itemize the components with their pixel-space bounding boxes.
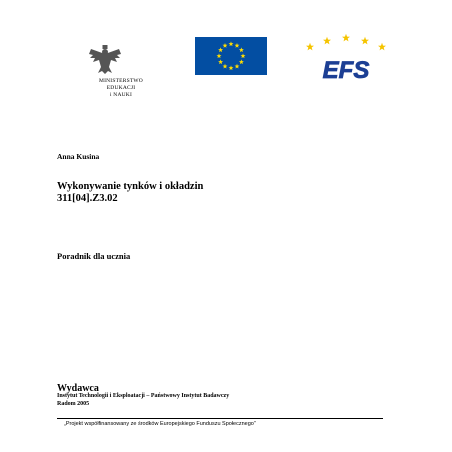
polish-eagle-icon — [88, 45, 122, 75]
efs-star-icon — [306, 43, 314, 51]
ministry-name-line2: i NAUKI — [109, 92, 133, 98]
footer-divider — [57, 418, 383, 419]
document-title — [57, 181, 203, 205]
eu-star-icon — [235, 43, 240, 48]
title-line1: Wykonywanie tynków i okładzin — [57, 181, 204, 192]
eu-star-icon — [229, 65, 234, 70]
eu-star-icon — [223, 64, 228, 69]
eu-star-icon — [218, 47, 223, 52]
eu-star-icon — [241, 53, 246, 58]
document-subtitle: Poradnik dla ucznia — [57, 251, 131, 261]
publisher-city-year: Radom 2005 — [57, 401, 90, 407]
efs-star-icon — [378, 43, 386, 51]
eu-star-icon — [217, 53, 222, 58]
eu-star-icon — [223, 43, 228, 48]
ministry-name-line1: MINISTERSTWO EDUKACJI — [99, 78, 143, 91]
eu-flag-icon — [195, 37, 267, 75]
efs-star-icon — [361, 37, 369, 45]
efs-logo-text: EFS — [322, 57, 370, 84]
footer-note: „Projekt współfinansowany ze środków Europejskiego Funduszu Społecznego” — [64, 421, 256, 427]
author-name: Anna Kusina — [57, 152, 100, 161]
eu-star-icon — [218, 59, 223, 64]
publisher-name: Instytut Technologii i Eksploatacji – Państwowy Instytut Badawczy — [57, 393, 230, 399]
efs-logo-icon — [298, 34, 394, 84]
ministry-name — [86, 78, 156, 99]
publisher-heading: Wydawca — [57, 383, 99, 394]
eu-star-icon — [229, 41, 234, 46]
eu-star-icon — [235, 64, 240, 69]
efs-star-icon — [342, 34, 350, 41]
efs-star-icon — [323, 37, 331, 45]
title-line2: 311[04].Z3.02 — [57, 193, 118, 204]
eu-star-icon — [239, 47, 244, 52]
eu-star-icon — [239, 59, 244, 64]
